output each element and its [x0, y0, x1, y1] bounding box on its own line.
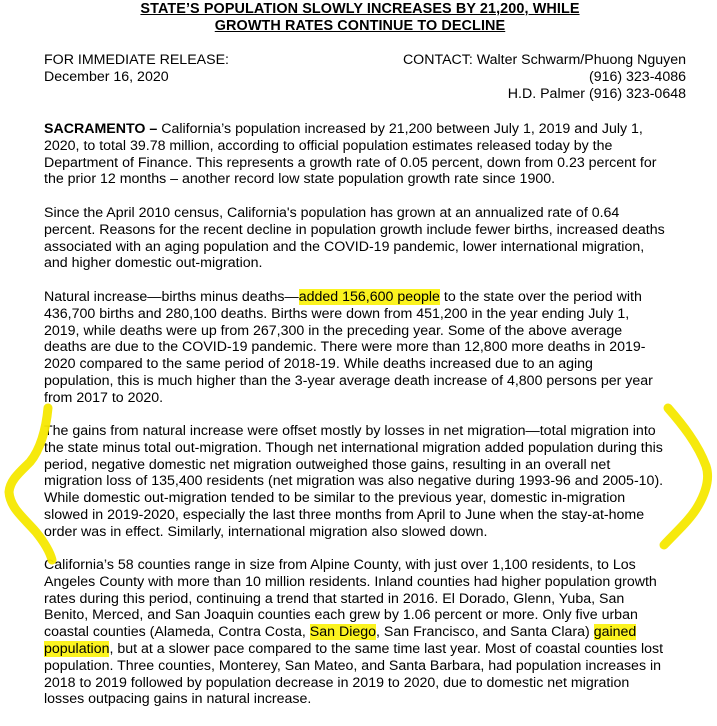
paragraph-2-line-1: Since the April 2010 census, California's population has grown at an annualized rate of 0.64 [44, 205, 620, 221]
paragraph-4-line-2: the state minus total out-migration. Though net international migration added population during this [44, 439, 663, 456]
contact-info [403, 52, 686, 102]
paragraph-3-line-6: population, this is much higher than the 3-year average death increase of 4,800 persons per year [44, 372, 653, 389]
paragraph-1-line-2: 2020, to total 39.78 million, according to official population estimates released today by the [44, 137, 613, 154]
highlight-gained: gained [593, 624, 637, 641]
paragraph-5-line-8: 2018 to 2019 followed by population decrease in 2019 to 2020, due to domestic net migration [44, 674, 630, 691]
paragraph-5-line-5 [44, 624, 689, 641]
paragraph-5-line-5-middle: , San Francisco, and Santa Clara) [376, 624, 594, 641]
headline-line-2: GROWTH RATES CONTINUE TO DECLINE [214, 17, 506, 34]
contact-phone-2: H.D. Palmer (916) 323-0648 [507, 85, 686, 102]
paragraph-3 [44, 289, 689, 407]
paragraph-2-line-3: associated with an aging population and the COVID-19 pandemic, lower international migration, [44, 238, 645, 255]
paragraph-1-line-1 [44, 121, 689, 138]
paragraph-5-line-6 [44, 641, 689, 658]
release-info [44, 52, 229, 86]
contact-phone-1: (916) 323-4086 [588, 68, 686, 85]
paragraph-5-line-7: population. Three counties, Monterey, San Mateo, and Santa Barbara, had population increases in [44, 657, 662, 674]
paragraph-4-line-6: slowed in 2019-2020, especially the last three months from April to June when the stay-at-home [44, 506, 645, 523]
paragraph-3-line-1-end: to the state over the period with [439, 289, 642, 305]
headline-line-1: STATE’S POPULATION SLOWLY INCREASES BY 21,200, WHILE [140, 1, 580, 17]
paragraph-3-line-1-start: Natural increase—births minus deaths— [44, 289, 299, 305]
paragraph-5-line-2: Angeles County with more than 10 million residents. Inland counties had higher population growth [44, 573, 657, 590]
paragraph-1-line-1-text: California’s population increased by 21,200 between July 1, 2019 and July 1, [157, 121, 643, 137]
highlight-san-diego: San Diego [309, 624, 377, 641]
paragraph-1 [44, 121, 689, 188]
paragraph-3-line-4: deaths are due to the COVID-19 pandemic. There were more than 12,800 more deaths in 2019- [44, 339, 646, 356]
paragraph-5-line-9: losses outpacing gains in natural increase. [44, 691, 312, 708]
release-label: FOR IMMEDIATE RELEASE: [44, 52, 229, 68]
contact-names: CONTACT: Walter Schwarm/Phuong Nguyen [402, 52, 686, 68]
paragraph-3-line-3: 2019, while deaths were up from 267,300 in the preceding year. Some of the above average [44, 322, 623, 339]
paragraph-3-line-7: from 2017 to 2020. [44, 389, 164, 406]
paragraph-4-line-5: While domestic out-migration tended to be similar to the previous year, domestic in-migration [44, 490, 626, 507]
paragraph-5-line-6-rest: , but at a slower pace compared to the same time last year. Most of coastal counties lost [109, 640, 664, 657]
paragraph-3-line-1 [44, 289, 689, 306]
paragraph-4-line-7: order was in effect. Similarly, international migration also slowed down. [44, 523, 488, 540]
paragraph-5-line-1: California’s 58 counties range in size from Alpine County, with just over 1,100 residents, to Los [44, 557, 636, 573]
paragraph-5-line-5-start: coastal counties (Alameda, Contra Costa, [44, 624, 310, 641]
paragraph-2-line-2: percent. Reasons for the recent decline in population growth include fewer births, increased deaths [44, 221, 665, 238]
paragraph-2 [44, 205, 689, 272]
paragraph-4 [44, 423, 689, 541]
paragraph-2-line-4: and higher domestic out-migration. [44, 255, 263, 272]
paragraph-4-line-4: migration loss of 135,400 residents (net migration was also negative during 1993-96 and 2005-10). [44, 473, 664, 490]
paragraph-5 [44, 557, 689, 708]
paragraph-5-line-4: Benito, Merced, and San Joaquin counties each grew by 1.06 percent or more. Only five urban [44, 607, 638, 624]
paragraph-5-line-3: rates during this period, continuing a trend that started in 2016. El Dorado, Glenn, Yuba, San [44, 590, 625, 607]
paragraph-3-line-5: 2020 compared to the same period of 2018-19. While deaths increased due to an aging [44, 356, 593, 373]
paragraph-1-line-3: Department of Finance. This represents a growth rate of 0.05 percent, down from 0.23 percent for [44, 154, 657, 171]
highlight-population: population [44, 640, 110, 657]
dateline: SACRAMENTO – [44, 121, 158, 137]
press-release-headline [60, 1, 660, 34]
highlight-natural-increase: added 156,600 people [298, 289, 440, 305]
paragraph-4-line-3: period, negative domestic net migration outweighed those gains, resulting in an overall net [44, 456, 611, 473]
paragraph-4-line-1: The gains from natural increase were offset mostly by losses in net migration—total migration into [44, 423, 656, 439]
paragraph-1-line-4: the prior 12 months – another record low state population growth rate since 1900. [44, 171, 556, 188]
release-date: December 16, 2020 [44, 68, 169, 85]
paragraph-3-line-2: 436,700 births and 280,100 deaths. Births were down from 451,200 in the year ending July 1, [44, 305, 630, 322]
